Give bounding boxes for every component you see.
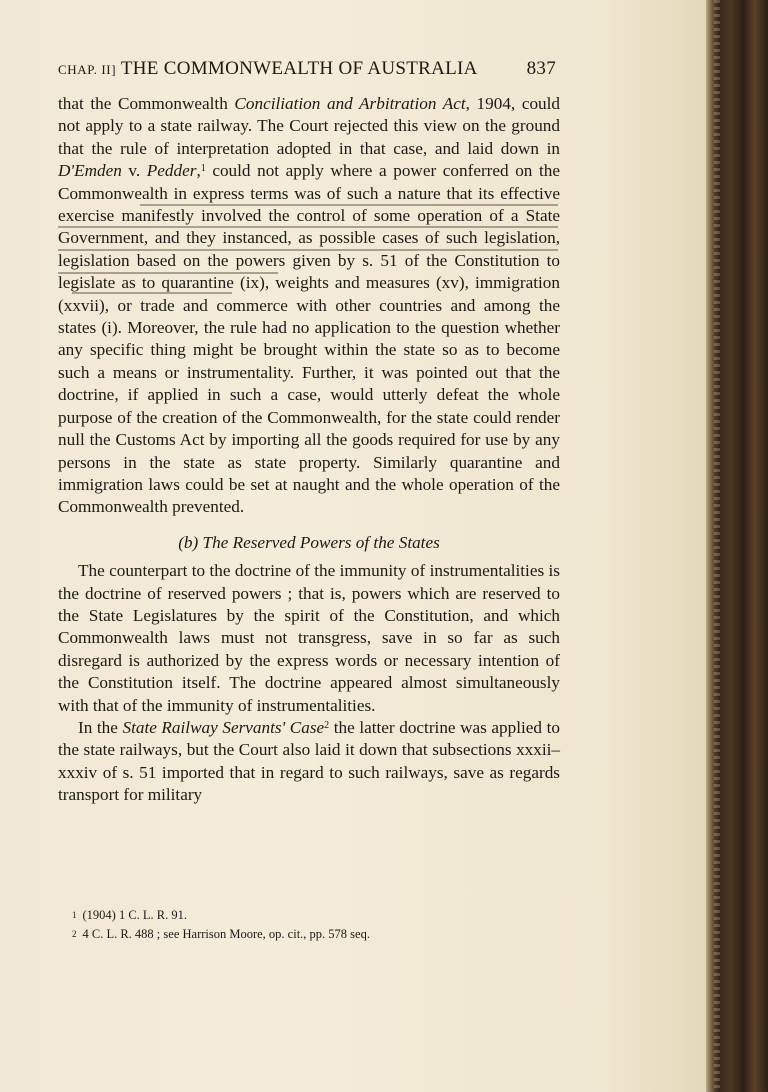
act-title: Conciliation and Arbitration Act xyxy=(234,94,466,113)
chapter-label: CHAP. II] xyxy=(58,62,117,77)
page-number: 837 xyxy=(526,58,556,79)
pencil-underline xyxy=(72,292,232,294)
text-run: v. xyxy=(121,161,147,181)
pencil-underline xyxy=(58,249,558,251)
footnote-ref-1[interactable]: 1 xyxy=(200,163,206,175)
footnote-1: $^1$ (1904) 1 C. L. R. 91. xyxy=(72,908,188,922)
section-heading: (b) The Reserved Powers of the States xyxy=(178,532,440,552)
text-run: , 1904, could not apply to a state railway. The Court rejected this view on the ground that the rule of interpretation adopted in that case, and laid down in xyxy=(58,94,561,158)
pencil-underline xyxy=(58,226,558,228)
footnote-2: $^2$ 4 C. L. R. 488 ; see Harrison Moore, op. cit., pp. 578 seq. xyxy=(72,927,370,941)
paragraph-1 xyxy=(58,93,560,519)
paragraph-2: The counterpart to the doctrine of the immunity of instrumentalities is the doctrine of reserved powers ; that is, powers which are reserved to the State Legislatures by the spirit of the Constitution, and which Commonwealth laws must not transgress, save in so far as such disregard is authorized by the express words or necessary intention of the Constitution itself. The doctrine appeared almost simultaneously with that of the immunity of instrumentalities. xyxy=(58,561,560,715)
footnote-ref-2[interactable]: 2 xyxy=(324,719,330,731)
pencil-underline xyxy=(140,204,558,206)
paragraph-3 xyxy=(58,717,560,807)
running-title: THE COMMONWEALTH OF AUSTRALIA xyxy=(120,58,478,79)
pencil-underline xyxy=(58,272,278,274)
case-name: D'Emden xyxy=(58,161,122,181)
text-run: In the xyxy=(78,717,123,737)
case-name: State Railway Servants' Case xyxy=(122,717,325,737)
footnotes xyxy=(72,906,542,944)
running-header xyxy=(58,58,556,84)
text-run: could not apply where a power conferred on the Commonwealth in express terms was of such a nature that its effective exercise manifestly involved the control of some operation of a State Government, and they instanced, as possible cases of such legislation, legislation based on the powers given by s. 51 of the Constitution to legislate as to quarantine (ix), weights and measures (xv), immigration (xxvii), or trade and commerce with other countries and among the states (i). Moreover, the rule had no application to the question whether any specific thing might be brought within the state so as to become such a means or instrumentality. Further, it was pointed out that the doctrine, if applied in such a case, would utterly defeat the whole purpose of the creation of the Commonwealth, for the state could render null the Customs Act by importing all the goods required for use by any persons in the state as state property. Similarly quarantine and immigration laws could be set at naught and the whole operation of the Commonwealth prevented. xyxy=(58,161,560,517)
body-text xyxy=(58,93,560,807)
case-name: Pedder xyxy=(146,161,197,181)
text-run: , xyxy=(196,161,201,181)
text-run: that the Commonwealth xyxy=(58,94,235,113)
text-run: the latter doctrine was applied to the state railways, but the Court also laid it down that subsections xxxii–xxxiv of s. 51 imported that in regard to such railways, save as regards transport for military xyxy=(58,717,560,805)
book-spine-edge xyxy=(706,0,768,1092)
